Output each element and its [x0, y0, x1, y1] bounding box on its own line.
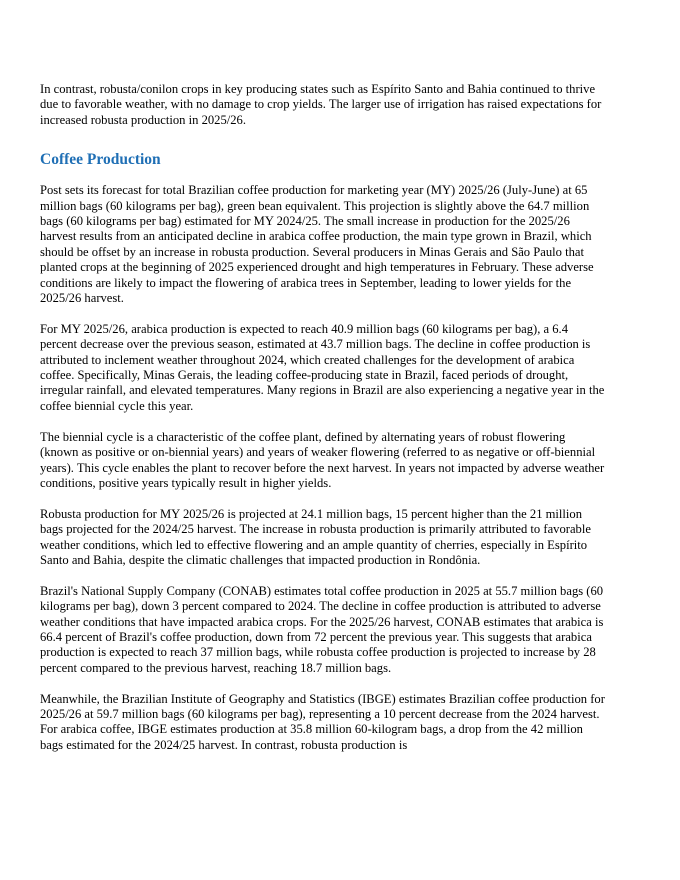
paragraph-biennial-cycle: The biennial cycle is a characteristic of the coffee plant, defined by alternating years of robust flowering (known as positive or on-biennial years) and years of weaker flowering (referred to as negative or off-biennial years). This cycle enables the plant to recover before the next harvest. In years not impacted by adverse weather conditions, positive years typically result in higher yields. — [40, 429, 605, 490]
paragraph-production-forecast: Post sets its forecast for total Brazilian coffee production for marketing year (MY) 2025/26 (July-June) at 65 million bags (60 kilograms per bag), green bean equivalent. This projection is slightly above the 64.7 million bags (60 kilograms per bag) estimated for MY 2024/25. The small increase in production for the 2025/26 harvest results from an anticipated decline in arabica coffee production, the main type grown in Brazil, which should be offset by an increase in robusta production. Several producers in Minas Gerais and São Paulo that planted crops at the beginning of 2025 experienced drought and high temperatures in February. These adverse conditions are likely to impact the flowering of arabica trees in September, leading to lower yields for the 2025/26 harvest. — [40, 183, 594, 306]
section-heading-coffee-production: Coffee Production — [40, 151, 161, 169]
intro-paragraph: In contrast, robusta/conilon crops in key producing states such as Espírito Santo and Bahia continued to thrive due to favorable weather, with no damage to crop yields. The larger use of irrigation has raised expectations for increased robusta production in 2025/26. — [40, 82, 602, 127]
paragraph-robusta-production: Robusta production for MY 2025/26 is projected at 24.1 million bags, 15 percent higher than the 21 million bags projected for the 2024/25 harvest. The increase in robusta production is primarily attributed to favorable weather conditions, which led to effective flowering and an ample quantity of cherries, especially in Espírito Santo and Bahia, despite the climatic challenges that impacted production in Rondônia. — [40, 506, 591, 567]
document-page — [40, 82, 605, 769]
paragraph-arabica-production: For MY 2025/26, arabica production is expected to reach 40.9 million bags (60 kilograms per bag), a 6.4 percent decrease over the previous season, estimated at 43.7 million bags. The decline in coffee production is attributed to inclement weather throughout 2024, which created challenges for the development of arabica coffee. Specifically, Minas Gerais, the leading coffee-producing state in Brazil, faced periods of drought, irregular rainfall, and elevated temperatures. Many regions in Brazil are also experiencing a negative year in the coffee biennial cycle this year. — [40, 321, 605, 413]
paragraph-conab-estimate: Brazil's National Supply Company (CONAB) estimates total coffee production in 2025 at 55.7 million bags (60 kilograms per bag), down 3 percent compared to 2024. The decline in coffee production is attributed to adverse weather conditions that have impacted arabica crops. For the 2025/26 harvest, CONAB estimates that arabica is 66.4 percent of Brazil's coffee production, down from 72 percent the previous year. This suggests that arabica production is expected to reach 37 million bags, while robusta coffee production is projected to increase by 28 percent compared to the previous harvest, reaching 18.7 million bags. — [40, 583, 604, 675]
paragraph-ibge-estimate: Meanwhile, the Brazilian Institute of Geography and Statistics (IBGE) estimates Brazilian coffee production for 2025/26 at 59.7 million bags (60 kilograms per bag), representing a 10 percent decrease from the 2024 harvest. For arabica coffee, IBGE estimates production at 35.8 million 60-kilogram bags, a drop from the 42 million bags estimated for the 2024/25 harvest. In contrast, robusta production is — [40, 691, 605, 752]
